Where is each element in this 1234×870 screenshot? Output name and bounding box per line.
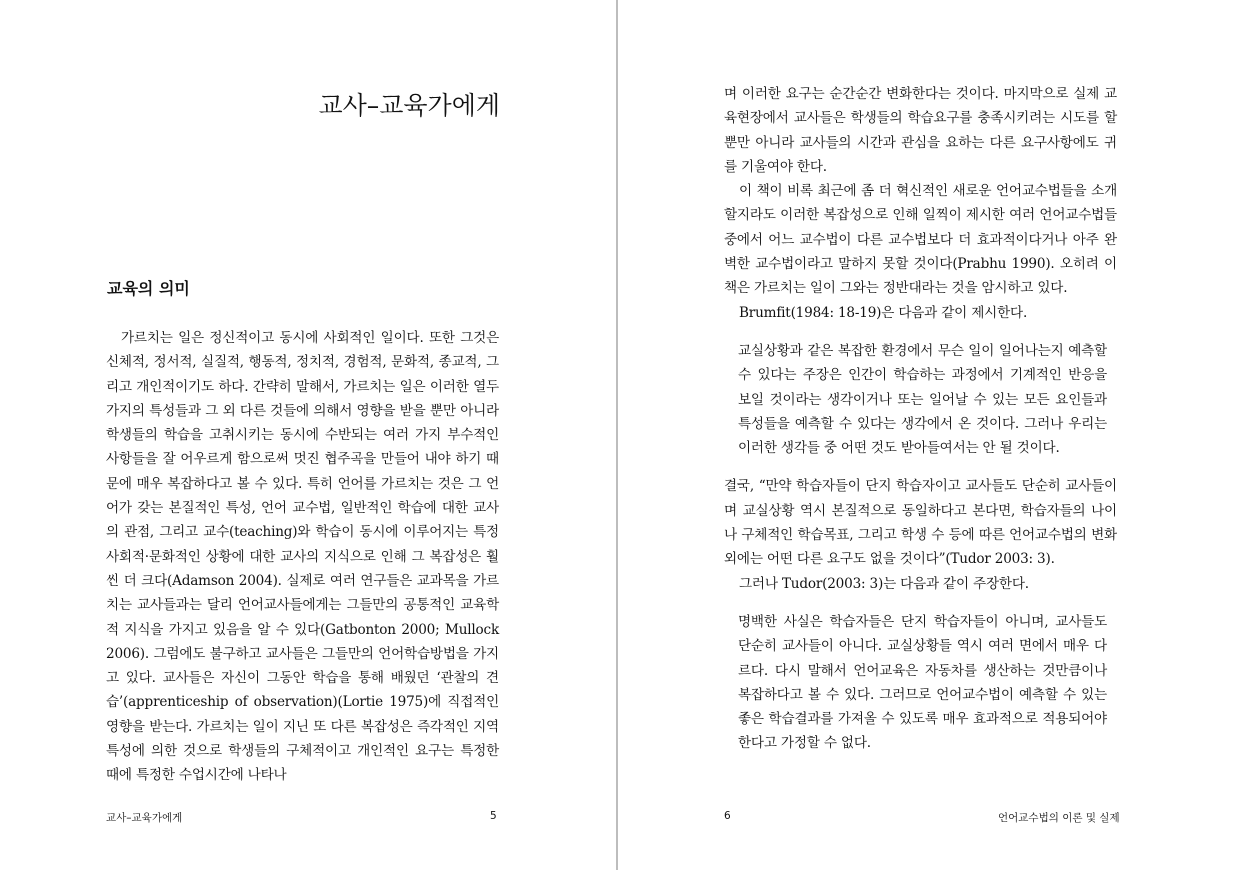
left-page [0,0,616,870]
footer-running-title: 언어교수법의 이론 및 실제 [998,812,1120,824]
chapter-title: 교사–교육가에게 [318,91,500,120]
body-paragraph: Brumfit(1984: 18-19)은 다음과 같이 제시한다. [739,304,1028,321]
right-body-text [724,82,1117,756]
body-paragraph: 가르치는 일은 정신적이고 동시에 사회적인 일이다. 또한 그것은 신체적, 정서적, 실질적, 행동적, 정치적, 경험적, 문화적, 종교적, 그리고 개인적이기도 하다. 간략히 말해서, 가르치는 일은 이러한 열두 가지의 특성들과 그 외 다른 것들에 의해서 영향을 받을 뿐만 아니라 학생들의 학습을 고취시키는 동시에 수반되는 여러 가지 부수적인 사항들을 잘 어우르게 함으로써 멋진 협주곡을 만들어 내야 하기 때문에 매우 복잡하다고 볼 수 있다. 특히 언어를 가르치는 것은 그 언어가 갖는 본질적인 특성, 언어 교수법, 일반적인 학습에 대한 교사의 관점, 그리고 교수(teaching)와 학습이 동시에 이루어지는 특정 사회적·문화적인 상황에 대한 교사의 지식으로 인해 그 복잡성은 훨씬 더 크다(Adamson 2004). 실제로 여러 연구들은 교과목을 가르치는 교사들과는 달리 언어교사들에게는 그들만의 공통적인 교육학적 지식을 가지고 있음을 알 수 있다(Gatbonton 2000; Mullock 2006). 그럼에도 불구하고 교사들은 그들만의 언어학습방법을 가지고 있다. 교사들은 자신이 그동안 학습을 통해 배웠던 ‘관찰의 견습’(apprenticeship of observation)(Lortie 1975)에 직접적인 영향을 받는다. 가르치는 일이 지닌 또 다른 복잡성은 즉각적인 지역 특성에 의한 것으로 학생들의 구체적이고 개인적인 요구는 특정한 때에 특정한 수업시간에 나타나 [106,330,499,784]
block-quote: 명백한 사실은 학습자들은 단지 학습자들이 아니며, 교사들도 단순히 교사들이 아니다. 교실상황들 역시 여러 면에서 매우 다르다. 다시 말해서 언어교육은 자동차를 생산하는 것만큼이나 복잡하다고 볼 수 있다. 그러므로 언어교수법이 예측할 수 있는 좋은 학습결과를 가져올 수 있도록 매우 효과적으로 적용되어야 한다고 가정할 수 없다. [738,613,1107,752]
left-body-text [106,326,499,788]
footer-running-title: 교사–교육가에게 [106,812,183,824]
body-paragraph: 결국, “만약 학습자들이 단지 학습자이고 교사들도 단순히 교사들이며 교실상황 역시 본질적으로 동일하다고 본다면, 학습자들의 나이나 구체적인 학습목표, 그리고 학생 수 등에 따른 언어교수법의 변화 외에는 어떤 다른 요구도 없을 것이다”(Tudor 2003: 3). [724,478,1117,568]
page-number: 6 [724,810,731,822]
section-heading: 교육의 의미 [107,279,190,298]
right-page [618,0,1234,870]
body-paragraph: 그러나 Tudor(2003: 3)는 다음과 같이 주장한다. [739,575,1029,592]
body-paragraph: 이 책이 비록 최근에 좀 더 혁신적인 새로운 언어교수법들을 소개할지라도 이러한 복잡성으로 인해 일찍이 제시한 여러 언어교수법들 중에서 어느 교수법이 다른 교수법보다 더 효과적이다거나 아주 완벽한 교수법이라고 말하지 못할 것이다(Prabhu 1990). 오히려 이 책은 가르치는 일이 그와는 정반대라는 것을 암시하고 있다. [724,183,1117,297]
page-number: 5 [490,810,497,822]
body-paragraph: 며 이러한 요구는 순간순간 변화한다는 것이다. 마지막으로 실제 교육현장에서 교사들은 학생들의 학습요구를 충족시키려는 시도를 할 뿐만 아니라 교사들의 시간과 관심을 요하는 다른 요구사항에도 귀를 기울여야 한다. [724,86,1117,175]
block-quote: 교실상황과 같은 복잡한 환경에서 무슨 일이 일어나는지 예측할 수 있다는 주장은 인간이 학습하는 과정에서 기계적인 반응을 보일 것이라는 생각이거나 또는 일어날 수 있는 모든 요인들과 특성들을 예측할 수 있다는 생각에서 온 것이다. 그러나 우리는 이러한 생각들 중 어떤 것도 받아들여서는 안 될 것이다. [738,342,1107,457]
